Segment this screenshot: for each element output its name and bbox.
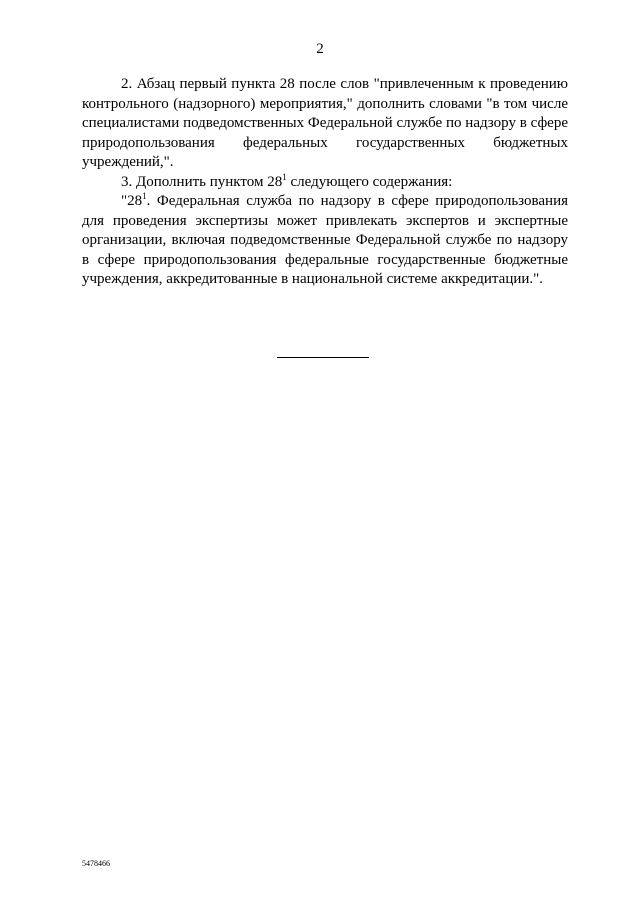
paragraph-4-text-end: . Федеральная служба по надзору в сфере природопользования для проведения экспертизы может привлекать экспертов и экспертные организации, включая подведомственные Федеральной службе по надзору в сфере природопользования федеральные государственные бюджетные учреждения, аккредитованные в национальной системе аккредитации.". bbox=[82, 193, 568, 287]
paragraph-4-text: "28 bbox=[121, 193, 143, 209]
paragraph-4-superscript: 1 bbox=[142, 191, 147, 201]
paragraph-3-text: 3. Дополнить пунктом 28 bbox=[121, 173, 283, 190]
paragraph-4-quote bbox=[82, 192, 568, 290]
paragraph-2: 2. Абзац первый пункта 28 после слов "привлеченным к проведению контрольного (надзорного) мероприятия," дополнить словами "в том числе специалистами подведомственных Федеральной службе по надзору в сфере природопользования федеральных государственных бюджетных учреждений,". bbox=[82, 76, 568, 170]
paragraph-3-text-end: следующего содержания: bbox=[286, 173, 453, 190]
document-body bbox=[82, 75, 568, 290]
page-number: 2 bbox=[316, 41, 324, 57]
document-code: 5478466 bbox=[82, 859, 110, 868]
paragraph-3-superscript: 1 bbox=[282, 171, 287, 182]
paragraph-3 bbox=[82, 173, 568, 193]
end-of-text-divider bbox=[277, 357, 369, 358]
